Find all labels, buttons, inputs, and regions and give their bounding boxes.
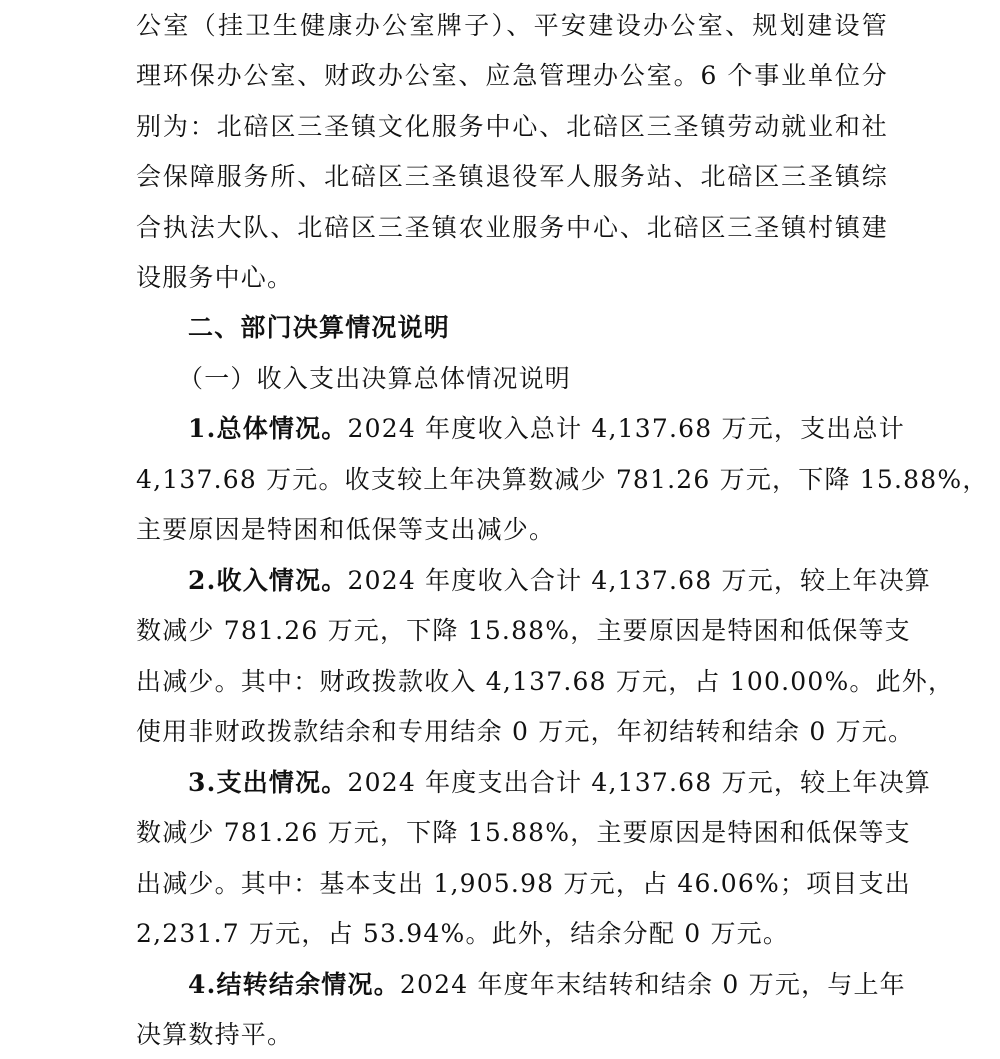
item3-line-4: 2,231.7 万元，占 53.94%。此外，结余分配 0 万元。	[136, 919, 790, 948]
section-heading: 二、部门决算情况说明	[188, 313, 451, 342]
item3-line-1	[136, 766, 932, 800]
item2-line-1	[136, 564, 932, 598]
item1-line1-text: 2024 年度收入总计 4,137.68 万元，支出总计	[347, 414, 905, 443]
item1-line-3: 主要原因是特困和低保等支出减少。	[136, 515, 556, 544]
item2-line-2: 数减少 781.26 万元，下降 15.88%，主要原因是特困和低保等支	[136, 616, 911, 645]
paragraph-line-3: 别为：北碚区三圣镇文化服务中心、北碚区三圣镇劳动就业和社	[136, 112, 888, 141]
paragraph-line-1: 公室（挂卫生健康办公室牌子）、平安建设办公室、规划建设管	[136, 11, 888, 40]
item4-label: 4.结转结余情况。	[188, 970, 400, 999]
item1-label: 1.总体情况。	[188, 414, 348, 443]
item4-line-1	[136, 968, 906, 1002]
item2-line-4: 使用非财政拨款结余和专用结余 0 万元，年初结转和结余 0 万元。	[136, 717, 915, 746]
item3-line1-text: 2024 年度支出合计 4,137.68 万元，较上年决算	[347, 768, 932, 797]
item2-line-3: 出减少。其中：财政拨款收入 4,137.68 万元，占 100.00%。此外，	[136, 667, 955, 696]
item3-line-2: 数减少 781.26 万元，下降 15.88%，主要原因是特困和低保等支	[136, 818, 911, 847]
item1-line-1	[136, 412, 905, 446]
paragraph-line-2: 理环保办公室、财政办公室、应急管理办公室。6 个事业单位分	[136, 61, 888, 90]
item2-label: 2.收入情况。	[188, 566, 348, 595]
paragraph-line-4: 会保障服务所、北碚区三圣镇退役军人服务站、北碚区三圣镇综	[136, 162, 888, 191]
subsection-heading: （一）收入支出决算总体情况说明	[178, 364, 572, 393]
item3-line-3: 出减少。其中：基本支出 1,905.98 万元，占 46.06%；项目支出	[136, 869, 911, 898]
item1-line-2: 4,137.68 万元。收支较上年决算数减少 781.26 万元，下降 15.88%，	[136, 465, 989, 494]
item2-line1-text: 2024 年度收入合计 4,137.68 万元，较上年决算	[347, 566, 932, 595]
paragraph-line-5: 合执法大队、北碚区三圣镇农业服务中心、北碚区三圣镇村镇建	[136, 213, 888, 242]
item3-label: 3.支出情况。	[188, 768, 348, 797]
paragraph-line-6: 设服务中心。	[136, 263, 294, 292]
item4-line-2: 决算数持平。	[136, 1020, 294, 1049]
item4-line1-text: 2024 年度年末结转和结余 0 万元，与上年	[399, 970, 906, 999]
